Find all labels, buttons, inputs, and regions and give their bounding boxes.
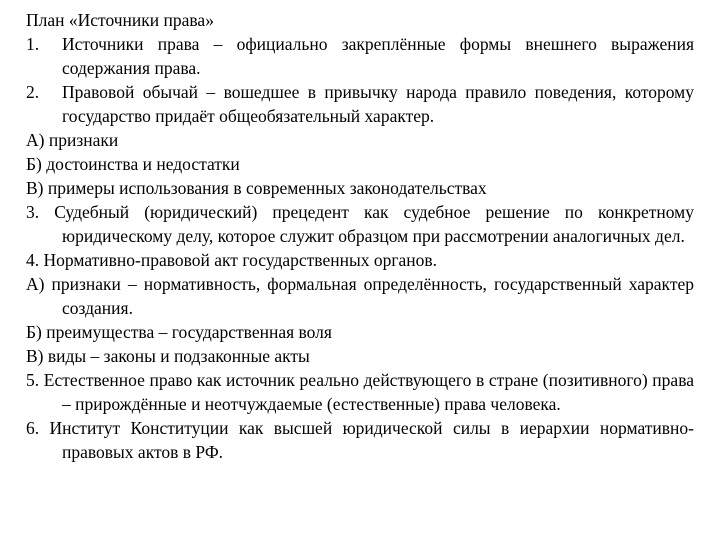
plan-item-5: 5. Естественное право как источник реально действующего в стране (позитивного) права – прирождённые и неотчуждаемые (естественные) права человека. [26, 370, 694, 414]
plan-subitem-4a: А) признаки – нормативность, формальная определённость, государственный характер создания. [26, 274, 694, 318]
plan-item-1-number: 1. [26, 34, 40, 54]
plan-item-2-number: 2. [26, 82, 40, 102]
plan-item-1-text: Источники права – официально закреплённые формы внешнего выражения содержания права. [62, 34, 694, 78]
plan-subitem-2c: В) примеры использования в современных законодательствах [26, 178, 487, 198]
plan-item-3: 3. Судебный (юридический) прецедент как судебное решение по конкретному юридическому делу, которое служит образцом при рассмотрении аналогичных дел. [26, 202, 694, 246]
plan-title: План «Источники права» [26, 10, 214, 30]
plan-subitem-4c: В) виды – законы и подзаконные акты [26, 346, 310, 366]
plan-subitem-4b: Б) преимущества – государственная воля [26, 322, 332, 342]
document-body [26, 8, 694, 464]
plan-subitem-2b: Б) достоинства и недостатки [26, 154, 240, 174]
plan-subitem-2a: А) признаки [26, 130, 119, 150]
plan-item-2 [26, 80, 694, 128]
plan-item-4: 4. Нормативно-правовой акт государственных органов. [26, 250, 438, 270]
plan-item-1 [26, 32, 694, 80]
plan-item-6: 6. Институт Конституции как высшей юридической силы в иерархии нормативно-правовых актов в РФ. [26, 418, 694, 462]
plan-item-2-text: Правовой обычай – вошедшее в привычку народа правило поведения, которому государство придаёт общеобязательный характер. [62, 82, 694, 126]
